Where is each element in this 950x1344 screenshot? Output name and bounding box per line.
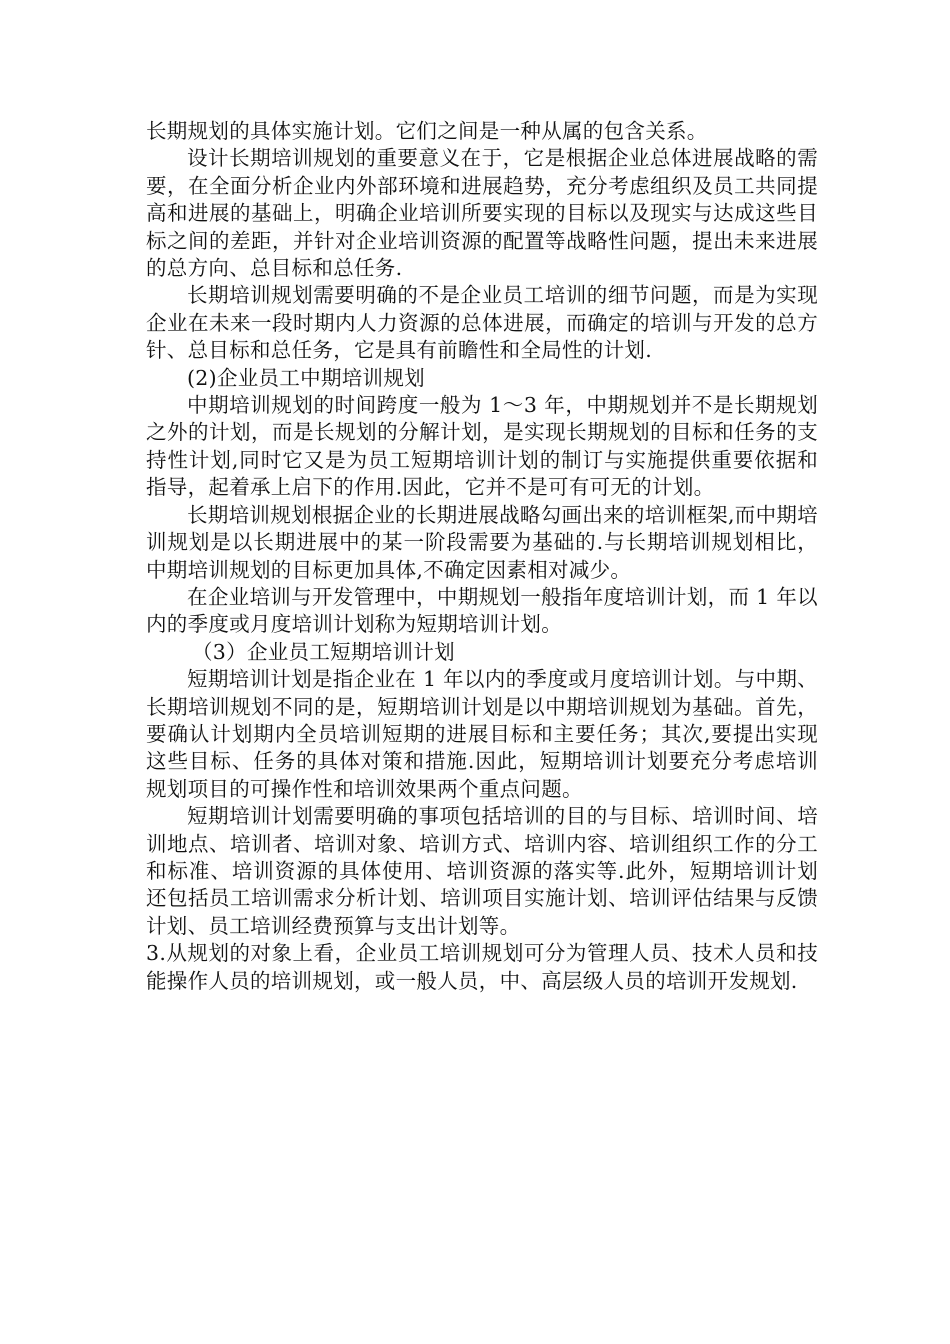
paragraph-6: 长期培训规划根据企业的长期进展战略勾画出来的培训框架,而中期培训规划是以长期进展中的某一阶段需要为基础的.与长期培训规划相比，中期培训规划的目标更加具体,不确定因素相对减少。 xyxy=(146,502,818,582)
paragraph-1: 长期规划的具体实施计划。它们之间是一种从属的包含关系。 xyxy=(146,119,708,143)
document-page xyxy=(146,118,818,995)
paragraph-2: 设计长期培训规划的重要意义在于，它是根据企业总体进展战略的需要，在全面分析企业内外部环境和进展趋势，充分考虑组织及员工共同提高和进展的基础上，明确企业培训所要实现的目标以及现实与达成这些目标之间的差距，并针对企业培训资源的配置等战略性问题，提出未来进展的总方向、总目标和总任务. xyxy=(146,146,818,281)
paragraph-11: 3.从规划的对象上看，企业员工培训规划可分为管理人员、技术人员和技能操作人员的培训规划，或一般人员，中、高层级人员的培训开发规划. xyxy=(146,941,818,993)
paragraph-7: 在企业培训与开发管理中，中期规划一般指年度培训计划，而 1 年以内的季度或月度培训计划称为短期培训计划。 xyxy=(146,584,818,637)
section-heading-short-term: （3）企业员工短期培训计划 xyxy=(192,639,455,664)
paragraph-3: 长期培训规划需要明确的不是企业员工培训的细节问题，而是为实现企业在未来一段时期内人力资源的总体进展，而确定的培训与开发的总方针、总目标和总任务，它是具有前瞻性和全局性的计划. xyxy=(146,283,818,363)
paragraph-9: 短期培训计划是指企业在 1 年以内的季度或月度培训计划。与中期、长期培训规划不同的是，短期培训计划是以中期培训规划为基础。首先，要确认计划期内全员培训短期的进展目标和主要任务；其次,要提出实现这些目标、任务的具体对策和措施.因此，短期培训计划要充分考虑培训规划项目的可操作性和培训效果两个重点问题。 xyxy=(146,667,818,801)
section-heading-medium-term: (2)企业员工中期培训规划 xyxy=(187,365,425,390)
paragraph-5: 中期培训规划的时间跨度一般为 1～3 年，中期规划并不是长期规划之外的计划，而是长规划的分解计划，是实现长期规划的目标和任务的支持性计划,同时它又是为员工短期培训计划的制订与实施提供重要依据和指导，起着承上启下的作用.因此，它并不是可有可无的计划。 xyxy=(146,393,818,500)
paragraph-10: 短期培训计划需要明确的事项包括培训的目的与目标、培训时间、培训地点、培训者、培训对象、培训方式、培训内容、培训组织工作的分工和标准、培训资源的具体使用、培训资源的落实等.此外，短期培训计划还包括员工培训需求分析计划、培训项目实施计划、培训评估结果与反馈计划、员工培训经费预算与支出计划等。 xyxy=(146,804,818,938)
